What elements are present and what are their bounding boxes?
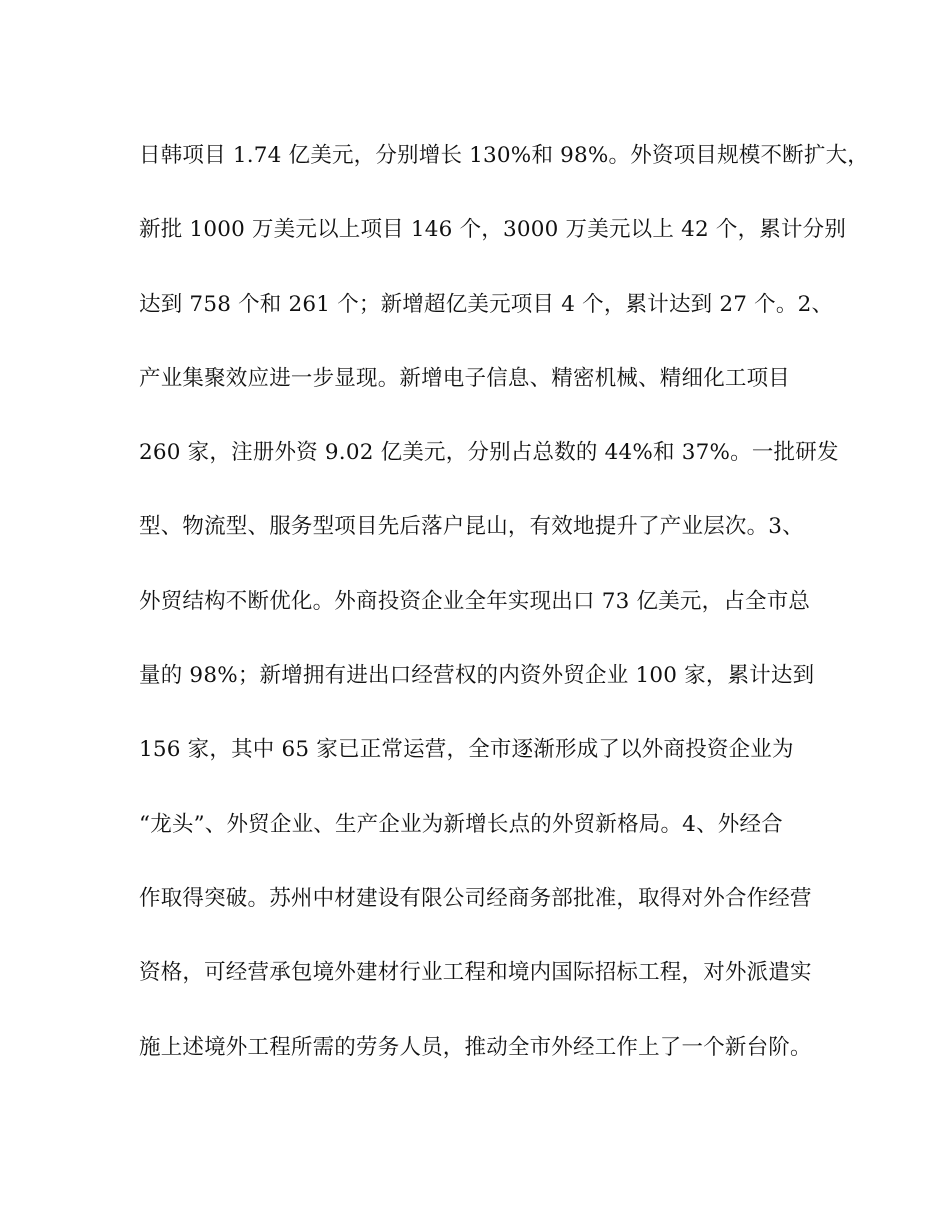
text-line: 达到 758 个和 261 个；新增超亿美元项目 4 个，累计达到 27 个。2、 bbox=[139, 291, 834, 317]
text-line: 资格，可经营承包境外建材行业工程和境内国际招标工程，对外派遣实 bbox=[139, 960, 812, 986]
text-line: 型、物流型、服务型项目先后落户昆山，有效地提升了产业层次。3、 bbox=[139, 514, 804, 540]
text-line: 156 家，其中 65 家已正常运营，全市逐渐形成了以外商投资企业为 bbox=[139, 737, 794, 763]
text-line: 260 家，注册外资 9.02 亿美元，分别占总数的 44%和 37%。一批研发 bbox=[139, 440, 839, 466]
text-line: 产业集聚效应进一步显现。新增电子信息、精密机械、精细化工项目 bbox=[139, 365, 791, 391]
text-line: 外贸结构不断优化。外商投资企业全年实现出口 73 亿美元，占全市总 bbox=[139, 588, 811, 614]
text-line: 作取得突破。苏州中材建设有限公司经商务部批准，取得对外合作经营 bbox=[139, 885, 812, 911]
text-line: 量的 98%；新增拥有进出口经营权的内资外贸企业 100 家，累计达到 bbox=[139, 663, 815, 689]
text-line: 日韩项目 1.74 亿美元，分别增长 130%和 98%。外资项目规模不断扩大， bbox=[139, 143, 869, 168]
text-line: “龙头”、外贸企业、生产企业为新增长点的外贸新格局。4、外经合 bbox=[139, 811, 783, 837]
body-paragraph bbox=[139, 128, 869, 1094]
text-line: 施上述境外工程所需的劳务人员，推动全市外经工作上了一个新台阶。 bbox=[139, 1034, 812, 1060]
text-line: 新批 1000 万美元以上项目 146 个，3000 万美元以上 42 个，累计分别 bbox=[139, 217, 847, 243]
